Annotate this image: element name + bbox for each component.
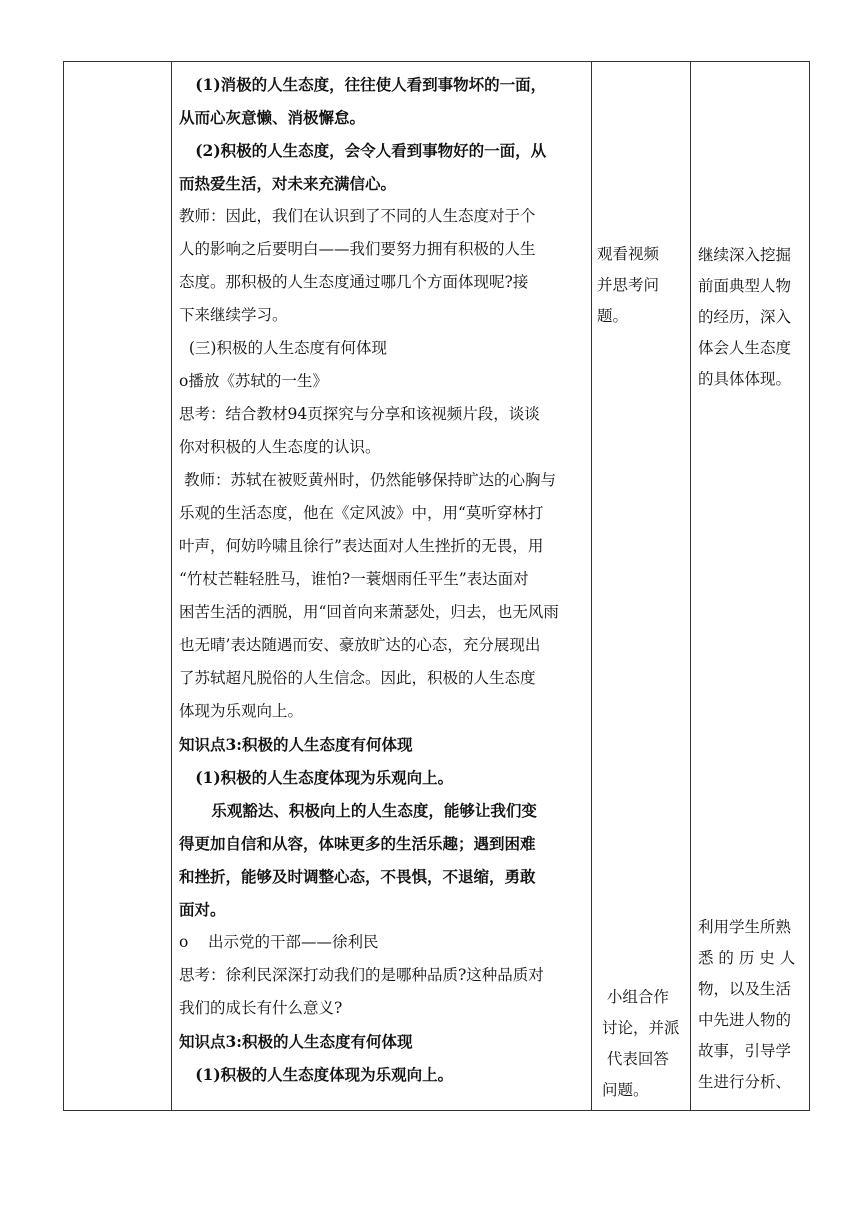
lesson-plan-table (63, 61, 810, 1111)
design-intent-line: 利用学生所熟 (698, 918, 792, 936)
knowledge-point-line: 面对。 (179, 900, 226, 919)
knowledge-point-line: (1)积极的人生态度体现为乐观向上。 (179, 1065, 454, 1084)
design-intent-line: 的具体体现。 (698, 370, 792, 388)
content-line: 思考：徐利民深深打动我们的是哪种品质?这种品质对 (179, 966, 544, 984)
knowledge-point-line: 知识点3:积极的人生态度有何体现 (179, 735, 413, 754)
knowledge-point-line: 从而心灰意懒、消极懈怠。 (179, 108, 366, 127)
content-line: 教师：因此，我们在认识到了不同的人生态度对于个 (179, 207, 536, 225)
content-line: “竹杖芒鞋轻胜马，谁怕?一蓑烟雨任平生”表达面对 (179, 570, 529, 588)
content-line: 乐观的生活态度，他在《定风波》中，用“莫听穿林打 (179, 504, 544, 522)
student-activity-line: 题。 (597, 307, 629, 325)
design-intent-column (690, 62, 811, 1110)
content-line: (三)积极的人生态度有何体现 (179, 339, 387, 357)
content-line: 了苏轼超凡脱俗的人生信念。因此，积极的人生态度 (179, 669, 536, 687)
content-line: 困苦生活的洒脱，用“回首向来萧瑟处，归去，也无风雨 (179, 603, 559, 621)
content-line: o播放《苏轼的一生》 (179, 372, 328, 390)
student-activity-block (597, 982, 684, 1106)
student-activity-line: 问题。 (597, 1081, 649, 1099)
student-activity-line: 讨论，并派 (597, 1019, 680, 1037)
stage-column (64, 62, 171, 1110)
content-line: 下来继续学习。 (179, 306, 288, 324)
design-intent-line: 中先进人物的 (698, 1011, 792, 1029)
design-intent-line: 体会人生态度 (698, 339, 792, 357)
knowledge-point-line: (1)消极的人生态度，往往使人看到事物坏的一面， (179, 75, 547, 94)
design-intent-line: 生进行分析、 (698, 1073, 792, 1091)
content-line: 也无晴’表达随遇而安、豪放旷达的心态，充分展现出 (179, 636, 541, 654)
student-activity-line: 观看视频 (597, 245, 660, 263)
content-line: 叶声，何妨吟啸且徐行”表达面对人生挫折的无畏，用 (179, 537, 544, 555)
content-line: 我们的成长有什么意义? (179, 999, 343, 1017)
knowledge-point-line: 乐观豁达、积极向上的人生态度，能够让我们变 (179, 801, 537, 820)
knowledge-point-line: 和挫折，能够及时调整心态，不畏惧，不退缩，勇敢 (179, 867, 536, 886)
content-line: o 出示党的干部——徐利民 (179, 933, 379, 951)
teaching-content-column (171, 62, 591, 1110)
design-intent-line: 物，以及生活 (698, 980, 792, 998)
content-line: 体现为乐观向上。 (179, 702, 304, 720)
design-intent-line: 前面典型人物 (698, 277, 792, 295)
design-intent-line: 悉 的 历 史 人 (698, 949, 796, 967)
content-line: 人的影响之后要明白——我们要努力拥有积极的人生 (179, 240, 536, 258)
design-intent-line: 继续深入挖掘 (698, 246, 792, 264)
student-activity-line: 代表回答 (597, 1050, 669, 1068)
content-line: 教师：苏轼在被贬黄州时，仍然能够保持旷达的心胸与 (179, 471, 556, 489)
content-line: 你对积极的人生态度的认识。 (179, 438, 381, 456)
design-intent-block (698, 912, 806, 1098)
student-activity-column (591, 62, 690, 1110)
knowledge-point-line: (1)积极的人生态度体现为乐观向上。 (179, 768, 454, 787)
student-activity-block (597, 239, 684, 332)
content-line: 思考：结合教材94页探究与分享和该视频片段，谈谈 (179, 405, 540, 423)
knowledge-point-line: (2)积极的人生态度，会令人看到事物好的一面，从 (179, 141, 547, 160)
student-activity-line: 并思考问 (597, 276, 660, 294)
design-intent-block (698, 240, 806, 395)
design-intent-line: 故事，引导学 (698, 1042, 792, 1060)
design-intent-line: 的经历，深入 (698, 308, 792, 326)
student-activity-line: 小组合作 (597, 988, 669, 1006)
knowledge-point-line: 得更加自信和从容，体味更多的生活乐趣；遇到困难 (179, 834, 536, 853)
knowledge-point-line: 而热爱生活，对未来充满信心。 (179, 174, 397, 193)
knowledge-point-line: 知识点3:积极的人生态度有何体现 (179, 1032, 413, 1051)
content-line: 态度。那积极的人生态度通过哪几个方面体现呢?接 (179, 273, 529, 291)
